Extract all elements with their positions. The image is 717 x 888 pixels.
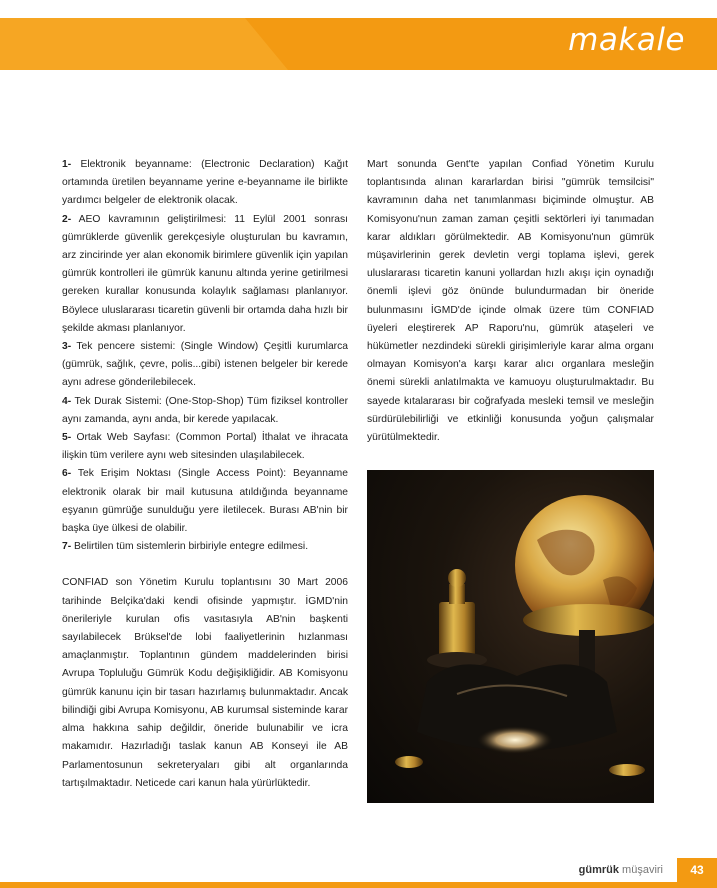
page-number: 43 bbox=[677, 858, 717, 882]
gent-paragraph: Mart sonunda Gent'te yapılan Confiad Yönetim Kurulu toplantısında alınan kararlardan birisi "gümrük temsilcisi" kavramının daha net tanımlanması biçiminde olmuştur. AB Komisyonu'nun zaman zaman çeşitli sektörleri iyi tanımadan karar aldıkları görülmektedir. AB Komisyonu'nun gümrük müşavirlerinin gerek devletin vergi toplama işlevi, gerek uluslararası ticaretin kanuni yollardan hızlı akışı için oynadığı önemli işlevi göz önünde bulundurmadan bir öneride bulunmasını İGMD'de içinde olmak üzere tüm CONFIAD üyeleri eleştirerek AP Raporu'nu, gümrük ataşeleri ve hükümetler nezdindeki sürekli girişimleriyle karar alma organı olmayan Komisyon'a karşı karar alıcı organlara mesleğin önemi sürekli anlatılmakta ve kamuoyu oluşturulmaktadır. Bu sayede kıtalararası bir coğrafyada mesleki temsil ve mesleğin sürdürülebilirliği ve etkinliği konusunda yoğun çalışmalar yürütülmektedir. bbox=[367, 159, 654, 444]
left-column bbox=[62, 156, 348, 793]
list-item-5: 5- Ortak Web Sayfası: (Common Portal) İthalat ve ihracata ilişkin tüm verilere aynı web sitesinden ulaşılabilecek. bbox=[62, 432, 348, 462]
globe-scale-illustration bbox=[367, 470, 654, 803]
list-item-3: 3- Tek pencere sistemi: (Single Window) Çeşitli kurumlarca (gümrük, sağlık, çevre, polis...gibi) istenen belgeler bir kerede aynı adrese gönderilebilecek. bbox=[62, 341, 348, 389]
confiad-paragraph: CONFIAD son Yönetim Kurulu toplantısını 30 Mart 2006 tarihinde Belçika'daki kendi ofisinde yapmıştır. İGMD'nin önerileriyle kurulan ofis vasıtasıyla AB'nin başkenti sayılabilecek Brüksel'de lobi faaliyetlerinin hızlanması amaçlanmıştır. Toplantının gündem maddelerinden birisi Avrupa Topluluğu Gümrük Kodu değişikliğidir. AB Komisyonu gümrük kanunu için bir tasarı hazırlamış bulunmaktadır. Ancak bilindiği gibi Avrupa Komisyonu, AB kurumsal sisteminde karar alma hakkına sahip değildir, öneride bulunabilir ve icra makamıdır. Hazırladığı taslak kanun AB Konseyi ile AB Parlamentosunun sekreteryaları gibi alt organlarında tartışılmaktadır. Neticede cari kanun hala yürürlüktedir. bbox=[62, 577, 348, 789]
footer-bar bbox=[0, 882, 717, 888]
section-title: makale bbox=[568, 22, 685, 58]
list-item-2: 2- AEO kavramının geliştirilmesi: 11 Eylül 2001 sonrası gümrüklerde güvenlik gerekçesiyle oluşturulan bu kavramın, arz zincirinde yer alan ekonomik birimlere güvenlik için yapılan gümrük kontrolleri ile gümrük kanunu altında yerine getirilmesi gereken kurallar konusunda kolaylık sağlaması planlanıyor. Böylece uluslararası ticaretin güvenli bir ortamda daha hızlı bir şekilde akması planlanıyor. bbox=[62, 213, 348, 334]
list-item-1: 1- Elektronik beyanname: (Electronic Declaration) Kağıt ortamında üretilen beyanname yerine e-beyanname ile birlikte yardımcı belgeler de elektronik olacak. bbox=[62, 159, 348, 207]
list-item-6: 6- Tek Erişim Noktası (Single Access Point): Beyanname elektronik olarak bir mail kutusuna atıldığında beyanname eşyanın gümrüğe sunulduğu yere iletilecek. Burası AB'nin bir başka üye ülkesi de olabilir. bbox=[62, 468, 348, 535]
footer-brand: gümrük müşaviri bbox=[578, 864, 663, 876]
list-item-7: 7- Belirtilen tüm sistemlerin birbiriyle entegre edilmesi. bbox=[62, 541, 309, 553]
brass-weight bbox=[439, 602, 475, 660]
right-column bbox=[367, 156, 654, 447]
list-item-4: 4- Tek Durak Sistemi: (One-Stop-Shop) Tüm fiziksel kontroller aynı zamanda, aynı anda, bir kerede yapılacak. bbox=[62, 395, 348, 425]
globe-scale-photo bbox=[367, 470, 654, 803]
